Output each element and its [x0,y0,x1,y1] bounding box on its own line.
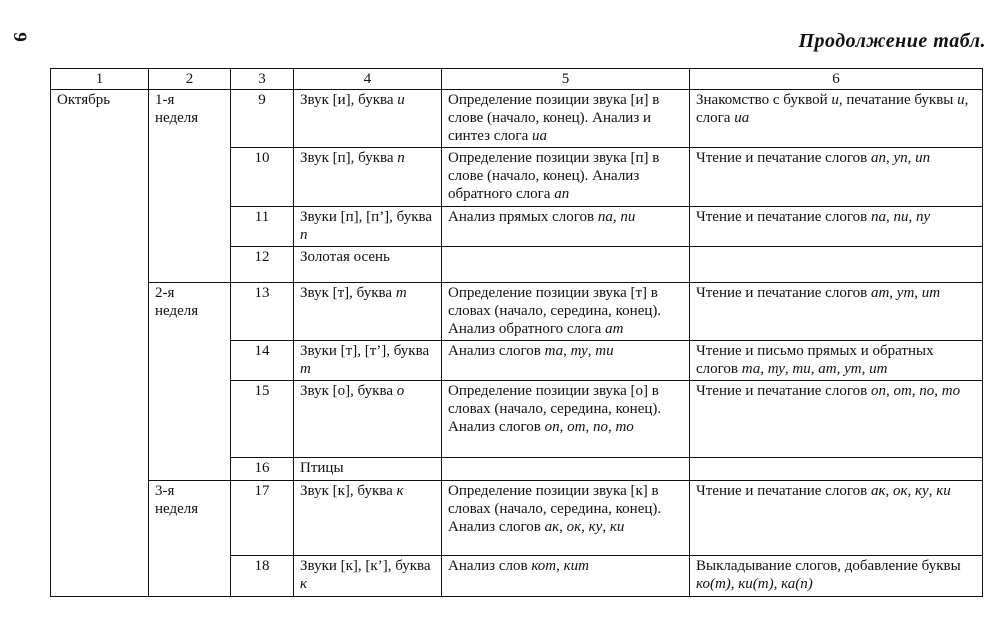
italic-fragment: ут [896,285,915,301]
text-fragment: Звук [п], буква [300,150,398,166]
topic-text [300,343,429,377]
italic-fragment: ат [605,321,624,337]
lesson-topic [294,90,442,148]
text-fragment: , [908,209,916,225]
italic-fragment: пи [620,209,636,225]
week-label-line: 2-я [155,285,175,301]
analysis-text [448,558,589,574]
analysis-text [448,92,659,144]
italic-fragment: и [397,92,405,108]
lesson-number: 10 [231,148,294,207]
italic-fragment: то [615,419,634,435]
text-fragment: , слога [696,92,969,126]
reading-text [696,92,968,126]
italic-fragment: и [831,92,839,108]
italic-fragment: ту [767,361,785,377]
text-fragment: , [760,361,768,377]
topic-text [300,249,390,265]
italic-fragment: ту [570,343,588,359]
italic-fragment: т [395,285,407,301]
text-fragment: , [928,483,937,499]
text-fragment: , [911,383,920,399]
text-fragment: , [784,361,793,377]
week-cell [149,283,231,481]
text-fragment: Выкладывание слогов, добавление буквы [696,558,961,574]
topic-text [300,483,404,499]
lesson-topic [294,148,442,207]
italic-fragment: пи [893,209,909,225]
italic-fragment: кот [531,558,557,574]
week-label-line: 3-я [155,483,175,499]
lesson-topic [294,207,442,247]
topic-text [300,460,344,476]
topic-text [300,150,405,166]
text-fragment: Чтение и письмо прямых и обратных слогов [696,343,934,377]
lesson-topic [294,381,442,458]
italic-fragment: ут [844,361,862,377]
italic-fragment: ит [921,285,941,301]
italic-fragment: о [396,383,405,399]
italic-fragment: оп [544,419,560,435]
text-fragment: , [861,361,870,377]
italic-fragment: ки(т) [738,576,774,592]
text-fragment: Звук [к], буква [300,483,397,499]
lesson-number: 11 [231,207,294,247]
lesson-reading [690,148,983,207]
lesson-reading [690,458,983,481]
table-body [51,90,983,597]
lesson-number: 13 [231,283,294,341]
italic-fragment: п [300,227,308,243]
italic-fragment: от [567,419,586,435]
lesson-number: 12 [231,247,294,283]
text-fragment: , [602,519,610,535]
page-number: 9 [8,32,30,42]
text-fragment: , [907,150,916,166]
italic-fragment: оп [870,383,886,399]
lesson-analysis [442,148,690,207]
italic-fragment: пу [915,209,931,225]
lesson-topic [294,458,442,481]
text-fragment: Звук [т], буква [300,285,396,301]
italic-fragment: ап [870,150,886,166]
reading-text [696,483,951,499]
reading-text [696,558,961,592]
reading-text [696,150,930,166]
text-fragment: , [773,576,782,592]
week-label-line: неделя [155,110,199,126]
lesson-reading [690,481,983,556]
italic-fragment: ка(п) [781,576,813,592]
text-fragment: Знакомство с буквой [696,92,832,108]
italic-fragment: па [870,209,886,225]
text-fragment: Чтение и печатание слогов [696,483,871,499]
italic-fragment: ок [566,519,582,535]
italic-fragment: та [741,361,761,377]
text-fragment: , [559,519,567,535]
italic-fragment: ти [792,361,811,377]
text-fragment: , [556,558,564,574]
italic-fragment: ки [936,483,951,499]
table-row [51,90,983,148]
reading-text [696,285,940,301]
text-fragment: , [885,209,894,225]
analysis-text [448,383,661,435]
text-fragment: Определение позиции звука [к] в словах (начало, середина, конец). Анализ слогов [448,483,662,535]
topic-text [300,383,404,399]
lesson-topic [294,283,442,341]
lesson-analysis [442,481,690,556]
text-fragment: Чтение и печатание слогов [696,285,871,301]
lesson-topic [294,247,442,283]
analysis-text [448,285,661,337]
lesson-number: 17 [231,481,294,556]
lesson-analysis [442,283,690,341]
text-fragment: , [559,419,568,435]
lesson-reading [690,207,983,247]
italic-fragment: па [597,209,613,225]
italic-fragment: от [893,383,912,399]
header-row [51,69,983,90]
topic-text [300,285,407,301]
italic-fragment: ок [892,483,908,499]
text-fragment: , [889,285,897,301]
text-fragment: Анализ слогов [448,343,545,359]
italic-fragment: ку [915,483,929,499]
lesson-number: 15 [231,381,294,458]
text-fragment: , [607,419,616,435]
lesson-analysis [442,90,690,148]
text-fragment: , [810,361,819,377]
week-cell [149,481,231,597]
text-fragment: Звуки [к], [к’], буква [300,558,431,574]
header-cell: 6 [690,69,983,90]
text-fragment: Звуки [т], [т’], буква [300,343,430,359]
text-fragment: , [885,483,893,499]
lesson-topic [294,481,442,556]
lesson-topic [294,341,442,381]
table-row [51,481,983,556]
text-fragment: Определение позиции звука [т] в словах (начало, середина, конец). Анализ обратного слога [448,285,662,337]
text-fragment: Анализ прямых слогов [448,209,598,225]
text-fragment: Звуки [п], [п’], буква [300,209,433,225]
header-cell: 5 [442,69,690,90]
lesson-topic [294,556,442,597]
italic-fragment: ку [588,519,603,535]
header-cell: 3 [231,69,294,90]
italic-fragment: ко(т) [696,576,731,592]
text-fragment: Определение позиции звука [и] в слове (начало, конец). Анализ и синтез слога [448,92,660,144]
italic-fragment: то [941,383,961,399]
text-fragment: , [885,383,894,399]
analysis-text [448,343,614,359]
text-fragment: Чтение и печатание слогов [696,150,871,166]
text-fragment: Определение позиции звука [о] в словах (начало, середина, конец). Анализ слогов [448,383,662,435]
analysis-text [448,209,635,225]
italic-fragment: и [957,92,965,108]
text-fragment: , [730,576,739,592]
topic-text [300,92,405,108]
lesson-reading [690,90,983,148]
italic-fragment: ак [870,483,886,499]
week-label-line: неделя [155,303,199,319]
lesson-reading [690,341,983,381]
running-head: Продолжение табл. [798,30,986,52]
text-fragment: Определение позиции звука [п] в слове (начало, конец). Анализ обратного слога [448,150,660,202]
italic-fragment: иа [734,110,750,126]
italic-fragment: ип [915,150,931,166]
text-fragment: , [581,519,589,535]
lesson-analysis [442,381,690,458]
italic-fragment: т [300,361,311,377]
week-cell [149,90,231,283]
text-fragment: Золотая осень [300,249,390,265]
header-cell: 2 [149,69,231,90]
text-fragment: , печатание буквы [838,92,958,108]
lesson-analysis [442,207,690,247]
italic-fragment: ап [554,186,570,202]
italic-fragment: ат [818,361,837,377]
text-fragment: , [563,343,571,359]
analysis-text [448,150,659,202]
week-label-line: неделя [155,501,199,517]
lesson-reading [690,247,983,283]
text-fragment: Чтение и печатание слогов [696,209,871,225]
italic-fragment: ак [544,519,560,535]
text-fragment: Птицы [300,460,344,476]
lesson-reading [690,283,983,341]
lesson-analysis [442,458,690,481]
lesson-analysis [442,341,690,381]
text-fragment: , [612,209,621,225]
italic-fragment: иа [532,128,547,144]
lesson-reading [690,381,983,458]
reading-text [696,343,934,377]
italic-fragment: ти [595,343,614,359]
reading-text [696,383,960,399]
text-fragment: , [587,343,596,359]
text-fragment: Чтение и печатание слогов [696,383,871,399]
text-fragment: , [914,285,922,301]
italic-fragment: по [592,419,608,435]
italic-fragment: ит [869,361,888,377]
lesson-plan-table [50,68,983,597]
italic-fragment: ки [609,519,625,535]
text-fragment: , [585,419,593,435]
italic-fragment: кит [563,558,589,574]
italic-fragment: к [300,576,308,592]
text-fragment: Анализ слов [448,558,532,574]
italic-fragment: та [544,343,564,359]
analysis-text [448,483,661,535]
lesson-number: 14 [231,341,294,381]
header-cell: 1 [51,69,149,90]
italic-fragment: ат [870,285,890,301]
lesson-analysis [442,556,690,597]
text-fragment: Звук [о], буква [300,383,397,399]
italic-fragment: п [397,150,405,166]
month-cell: Октябрь [51,90,149,597]
text-fragment: , [907,483,916,499]
italic-fragment: по [919,383,935,399]
lesson-number: 16 [231,458,294,481]
lesson-analysis [442,247,690,283]
text-fragment: , [836,361,845,377]
lesson-number: 18 [231,556,294,597]
italic-fragment: уп [893,150,908,166]
text-fragment: Звук [и], буква [300,92,398,108]
lesson-number: 9 [231,90,294,148]
topic-text [300,209,432,243]
italic-fragment: к [396,483,404,499]
week-label-line: 1-я [155,92,175,108]
table-row [51,283,983,341]
reading-text [696,209,930,225]
text-fragment: , [885,150,894,166]
lesson-reading [690,556,983,597]
header-cell: 4 [294,69,442,90]
text-fragment: , [934,383,942,399]
topic-text [300,558,431,592]
